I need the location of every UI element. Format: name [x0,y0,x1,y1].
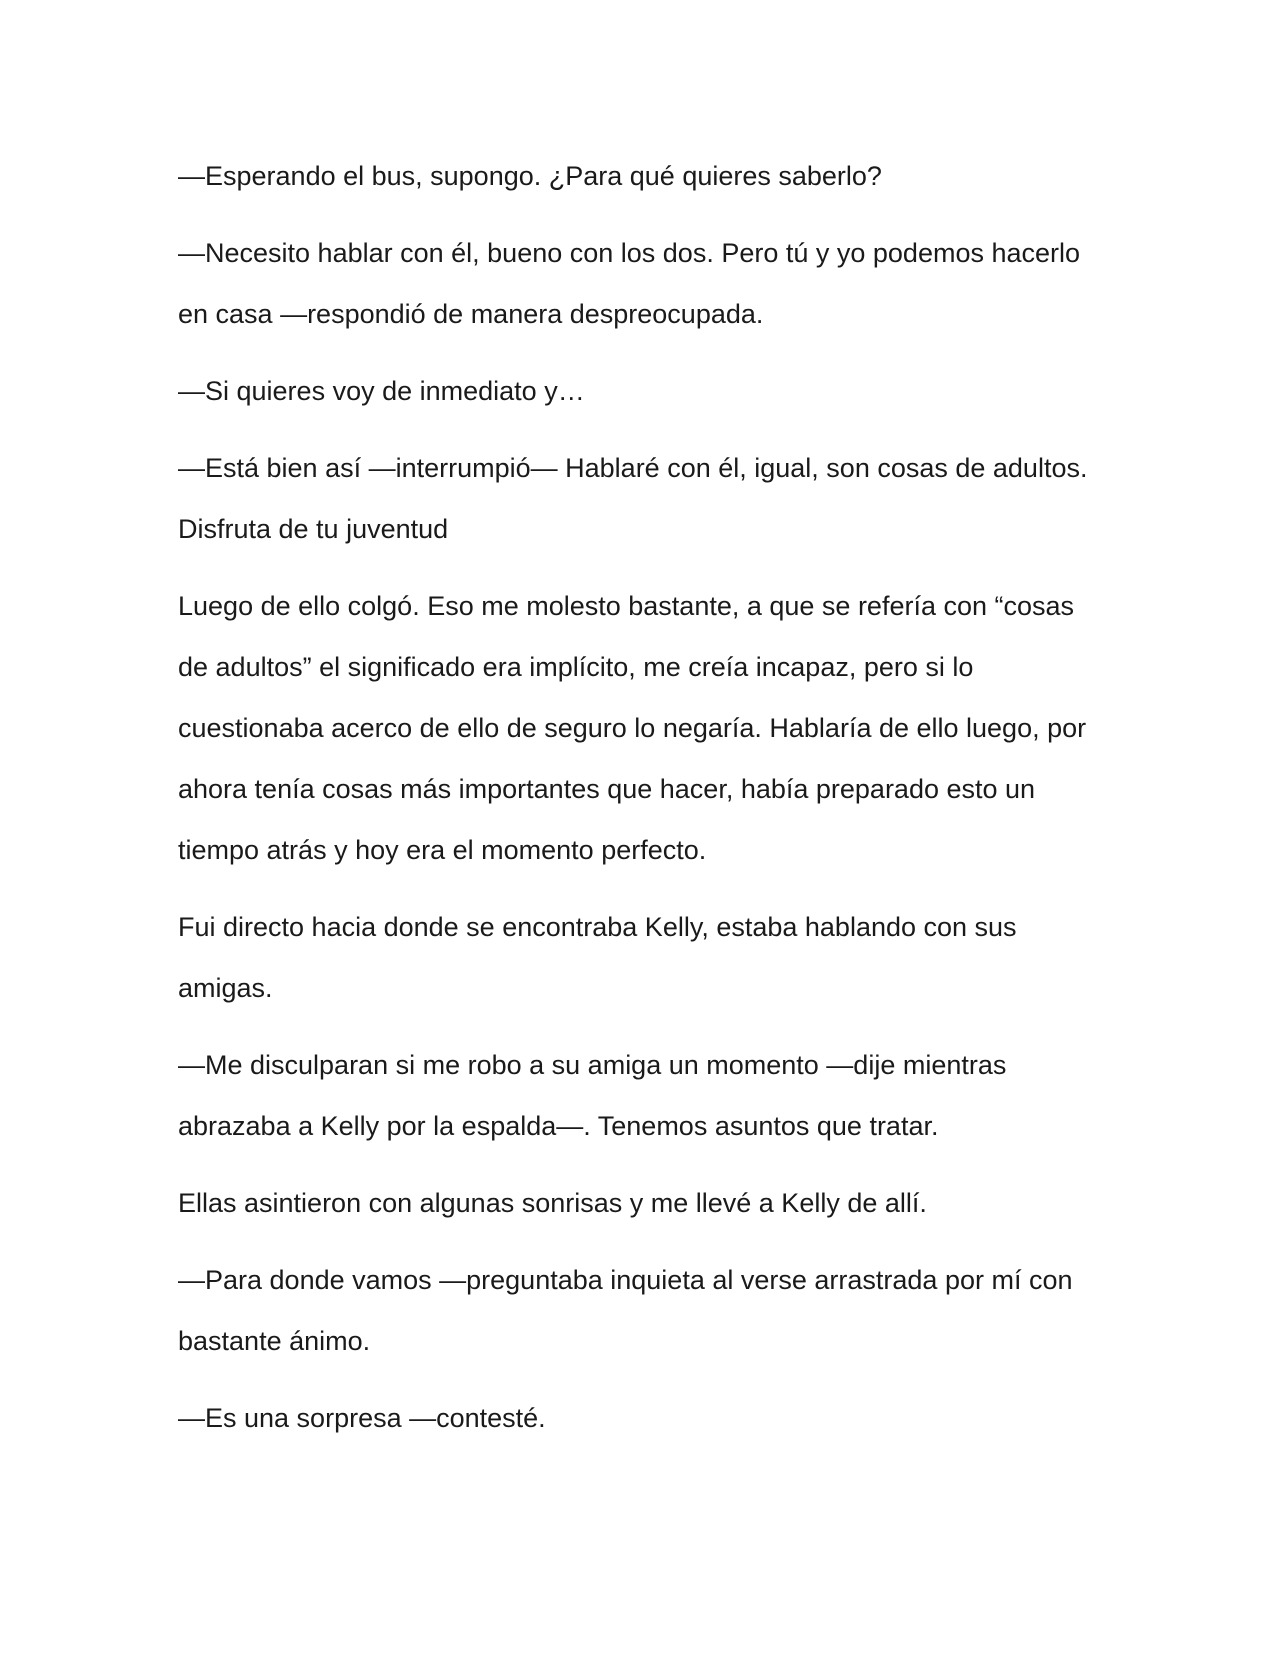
paragraph-8: Ellas asintieron con algunas sonrisas y me llevé a Kelly de allí. [178,1188,927,1218]
paragraph-1: —Esperando el bus, supongo. ¿Para qué quieres saberlo? [178,161,882,191]
paragraph-3: —Si quieres voy de inmediato y… [178,376,585,406]
paragraph-10: —Es una sorpresa —contesté. [178,1403,546,1433]
paragraph-2: —Necesito hablar con él, bueno con los dos. Pero tú y yo podemos hacerlo en casa —respondió de manera despreocupada. [178,238,1081,329]
paragraph-6: Fui directo hacia donde se encontraba Kelly, estaba hablando con sus amigas. [178,912,1017,1003]
paragraph-5: Luego de ello colgó. Eso me molesto bastante, a que se refería con “cosas de adultos” el significado era implícito, me creía incapaz, pero si lo cuestionaba acerco de ello de seguro lo negaría. Hablaría de ello luego, por ahora tenía cosas más importantes que hacer, había preparado esto un tiempo atrás y hoy era el momento perfecto. [178,591,1087,865]
paragraph-9: —Para donde vamos —preguntaba inquieta al verse arrastrada por mí con bastante ánimo. [178,1265,1073,1356]
paragraph-7: —Me disculparan si me robo a su amiga un momento —dije mientras abrazaba a Kelly por la espalda—. Tenemos asuntos que tratar. [178,1050,1007,1141]
paragraph-4: —Está bien así —interrumpió— Hablaré con él, igual, son cosas de adultos. Disfruta de tu juventud [178,453,1088,544]
document-body [178,146,1108,1449]
